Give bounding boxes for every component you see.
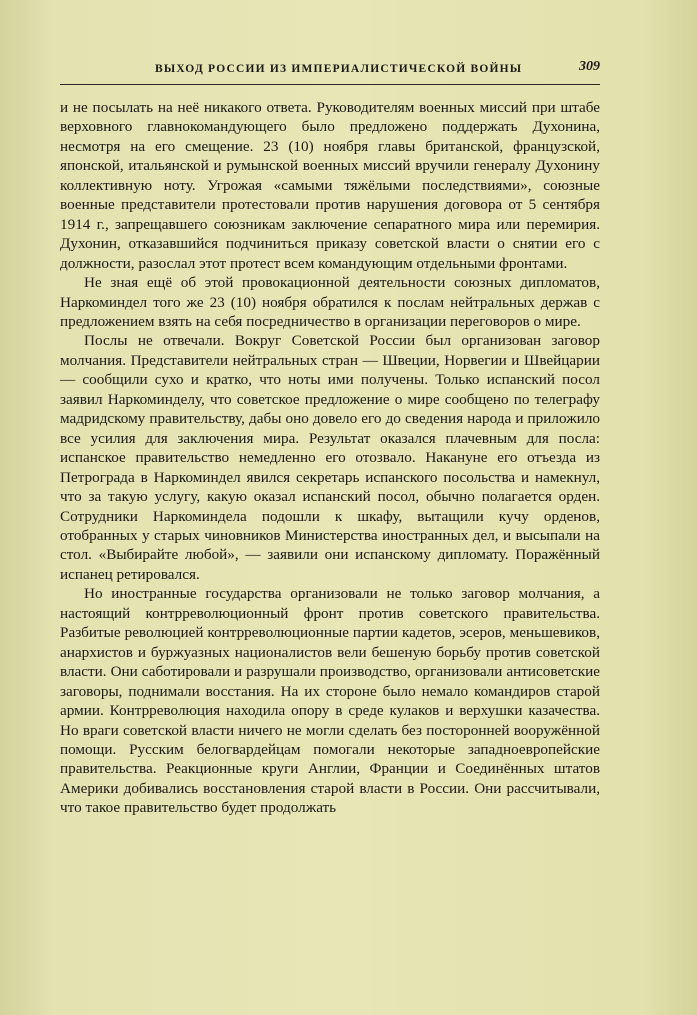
paragraph: Но иностранные государства организовали не только заговор молчания, а настоящий контрреволюционный фронт против советского правительства. Разбитые революцией контрреволюционные партии кадетов, эсеров, меньшевиков, анархистов и буржуазных националистов вели бешеную борьбу против советской власти. Они саботировали и разрушали производство, организовали антисоветские заговоры, поднимали восстания. На их стороне было немало командиров старой армии. Контрреволюция находила опору в среде кулаков и верхушки казачества. Но враги советской власти ничего не могли сделать без посторонней вооружённой помощи. Русским белогвардейцам помогали некоторые западноевропейские правительства. Реакционные круги Англии, Франции и Соединённых штатов Америки добивались восстановления старой власти в России. Они рассчитывали, что такое правительство будет продолжать: [60, 585, 600, 817]
paragraph: Не зная ещё об этой провокационной деятельности союзных дипломатов, Наркоминдел того же 23 (10) ноября обратился к послам нейтральных держав с предложением взять на себя посредничество в организации переговоров о мире.: [60, 274, 600, 330]
paragraph: Послы не отвечали. Вокруг Советской России был организован заговор молчания. Представители нейтральных стран — Швеции, Норвегии и Швейцарии — сообщили сухо и кратко, что ноты ими получены. Только испанский посол заявил Наркоминделу, что советское предложение о мире сообщено по телеграфу мадридскому правительству, дабы оно довело его до сведения народа и приложило все усилия для заключения мира. Результат оказался плачевным для посла: испанское правительство немедленно его отозвало. Накануне его отъезда из Петрограда в Наркоминдел явился секретарь испанского посольства и намекнул, что за такую услугу, какую оказал испанский посол, обычно полагается орден. Сотрудники Наркоминдела подошли к шкафу, вытащили кучу орденов, отобранных у старых чиновников Министерства иностранных дел, и высыпали на стол. «Выбирайте любой», — заявили они испанскому дипломату. Поражённый испанец ретировался.: [60, 332, 600, 583]
page-header: [60, 56, 600, 85]
page-number: 309: [579, 59, 600, 74]
running-title: ВЫХОД РОССИИ ИЗ ИМПЕРИАЛИСТИЧЕСКОЙ ВОЙНЫ: [155, 63, 523, 75]
body-text: [60, 98, 600, 818]
paragraph: и не посылать на неё никакого ответа. Руководителям военных миссий при штабе верховного главнокомандующего было предложено поддержать Духонина, несмотря на его смещение. 23 (10) ноября главы британской, французской, японской, итальянской и румынской военных миссий вручили генералу Духонину коллективную ноту. Угрожая «самыми тяжёлыми последствиями», союзные военные представители протестовали против нарушения договора от 5 сентября 1914 г., запрещавшего союзникам заключение сепаратного мира или перемирия. Духонин, отказавшийся подчиниться приказу советской власти о снятии его с должности, разослал этот протест всем командующим отдельными фронтами.: [60, 99, 600, 272]
